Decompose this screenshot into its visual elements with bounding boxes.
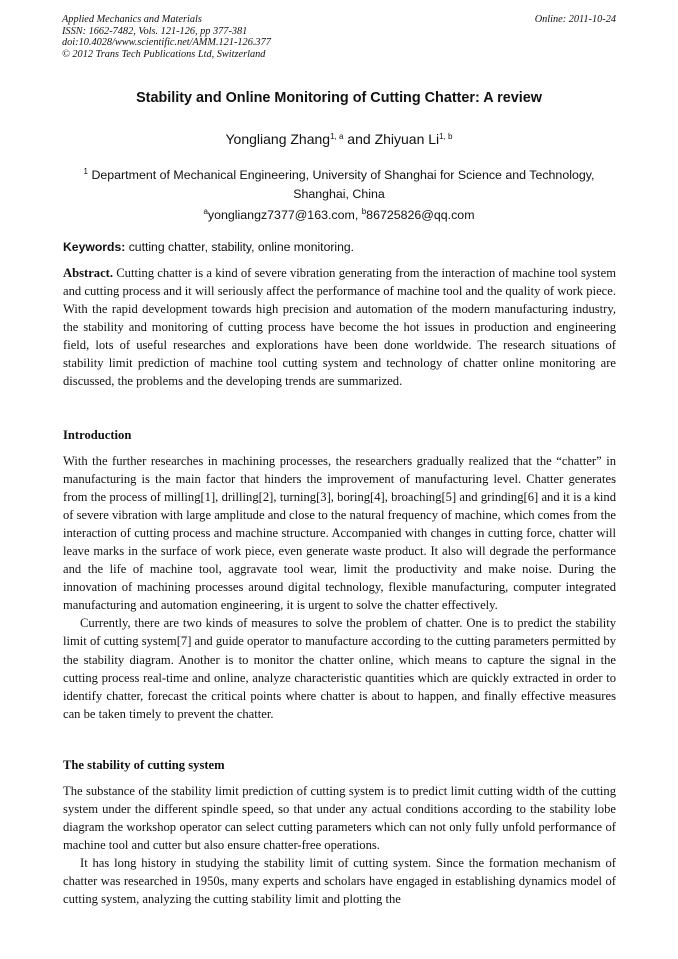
email-b: 86725826@qq.com [366, 208, 475, 222]
author-2-affiliation: 1, b [439, 132, 453, 141]
author-2: Zhiyuan Li [374, 131, 440, 147]
affiliation-text: Department of Mechanical Engineering, University of Shanghai for Science and Technology, Shanghai, China [91, 168, 595, 201]
journal-header [62, 14, 616, 60]
online-date: Online: 2011-10-24 [534, 14, 616, 25]
author-line [20, 131, 658, 147]
email-a: yongliangz7377@163.com, [207, 208, 362, 222]
paragraph: Currently, there are two kinds of measures to solve the problem of chatter. One is to predict the stability limit of cutting system[7] and guide operator to manufacture according to the cutting parameters permitted by the stability diagram. Another is to monitor the chatter online, which means to capture the signal in the cutting process real-time and online, analyze characteristic quantities which are quickly extracted in order to identify chatter, forecast the critical points where chatter is about to happen, and finally effective measures can be taken timely to prevent the chatter. [63, 616, 616, 721]
affiliation [72, 166, 606, 204]
author-emails [20, 208, 658, 222]
abstract [63, 264, 616, 390]
stability-body [63, 782, 616, 908]
paragraph: With the further researches in machining processes, the researchers gradually realized that the “chatter” in manufacturing is the main factor that hinders the improvement of manufacturing level. Chatter generates from the process of milling[1], drilling[2], turning[3], boring[4], broaching[5] and grinding[6] and it is a kind of severe vibration with large amplitude and close to the natural frequency of machine, which comes from the interaction of cutting process and machine structure. Accompanied with changes in cutting force, chatter will leave marks in the surface of work piece, even generate waste product. It also will degrade the performance and the life of machine tool, aggravate tool wear, limit the productivity and make noise. During the innovation of machining processes around digital technology, flexible manufacturing, computer integrated manufacturing and automation engineering, it is urgent to solve the chatter effectively. [63, 454, 616, 613]
author-1: Yongliang Zhang [225, 131, 331, 147]
keywords-label: Keywords: [63, 240, 126, 254]
abstract-text: Cutting chatter is a kind of severe vibration generating from the interaction of machine tool system and cutting process and it will seriously affect the performance of machine tool and the quality of work piece. With the rapid development towards high precision and automation of the modern manufacturing industry, the stability and monitoring of cutting process have become the hot issues in production and engineering field, lots of useful researches and explorations have been done worldwide. The research situations of stability limit prediction of machine tool cutting system and technology of chatter online monitoring are discussed, the problems and the developing trends are summarized. [63, 266, 616, 389]
introduction-body [63, 452, 616, 723]
doi-line: doi:10.4028/www.scientific.net/AMM.121-126.377 [62, 37, 271, 49]
email-a-marker: a [203, 207, 208, 216]
affiliation-marker: 1 [83, 167, 88, 176]
paragraph: The substance of the stability limit prediction of cutting system is to predict limit cutting width of the cutting system under the different spindle speed, so that under any actual conditions according to the stability lobe diagram the workshop operator can select cutting parameters which can not only fully unfold performance of machine tool and cutter but also ensure chatter-free operations. [63, 784, 616, 853]
issn-line: ISSN: 1662-7482, Vols. 121-126, pp 377-381 [62, 25, 248, 37]
paper-title: Stability and Online Monitoring of Cutting Chatter: A review [136, 90, 542, 106]
paragraph: It has long history in studying the stability limit of cutting system. Since the formation mechanism of chatter was researched in 1950s, many experts and scholars have engaged in establishing dynamics model of cutting system, analyzing the cutting stability limit and plotting the [63, 856, 616, 907]
keywords [63, 240, 616, 254]
section-heading-stability: The stability of cutting system [63, 758, 225, 772]
email-b-marker: b [361, 207, 367, 216]
journal-name: Applied Mechanics and Materials [62, 14, 202, 25]
author-conjunction: and [343, 131, 375, 147]
copyright-line: © 2012 Trans Tech Publications Ltd, Switzerland [62, 48, 266, 60]
section-heading-introduction: Introduction [63, 428, 132, 442]
keywords-text: cutting chatter, stability, online monitoring. [125, 240, 355, 254]
abstract-label: Abstract. [63, 266, 114, 280]
author-1-affiliation: 1, a [330, 132, 344, 141]
